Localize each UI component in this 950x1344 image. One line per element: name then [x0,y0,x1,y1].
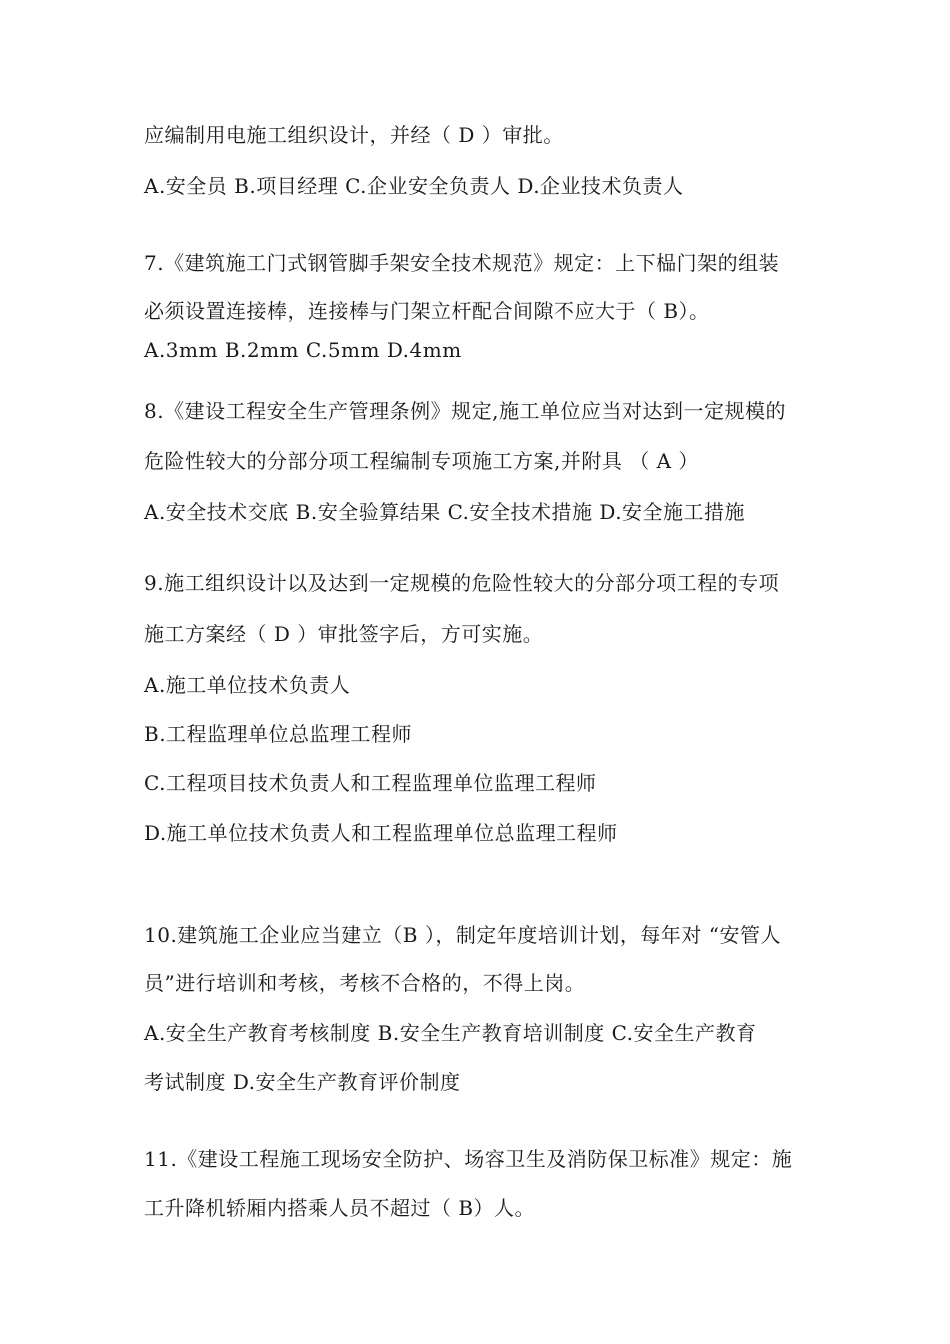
text-line: 工升降机轿厢内搭乘人员不超过（ B）人。 [144,1196,536,1220]
option-a: A.施工单位技术负责人 [144,673,351,697]
question-9-text: 9.施工组织设计以及达到一定规模的危险性较大的分部分项工程的专项 [144,571,780,595]
text-line: 员”进行培训和考核，考核不合格的，不得上岗。 [144,971,586,995]
text-line: 危险性较大的分部分项工程编制专项施工方案,并附具 （ A ） [144,449,699,473]
question-10-options: A.安全生产教育考核制度 B.安全生产教育培训制度 C.安全生产教育 [144,1021,757,1045]
question-8-options: A.安全技术交底 B.安全验算结果 C.安全技术措施 D.安全施工措施 [144,500,746,524]
text-line: 施工方案经（ D ）审批签字后，方可实施。 [144,622,544,646]
question-7-options: A.3mm B.2mm C.5mm D.4mm [144,338,462,362]
question-7-text: 7.《建筑施工门式钢管脚手架安全技术规范》规定：上下榀门架的组装 [144,251,780,275]
option-b: B.工程监理单位总监理工程师 [144,722,413,746]
question-10-text: 10.建筑施工企业应当建立（B ），制定年度培训计划，每年对 “安管人 [144,923,781,947]
option-d: D.施工单位技术负责人和工程监理单位总监理工程师 [144,821,618,845]
text-line: A.安全员 B.项目经理 C.企业安全负责人 D.企业技术负责人 [144,174,684,198]
text-line: 必须设置连接棒，连接棒与门架立杆配合间隙不应大于（ B）。 [144,299,710,323]
text-line: 应编制用电施工组织设计，并经（ D ）审批。 [144,123,564,147]
question-8-text: 8.《建设工程安全生产管理条例》规定,施工单位应当对达到一定规模的 [144,399,786,423]
option-c: C.工程项目技术负责人和工程监理单位监理工程师 [144,771,597,795]
question-11-text: 11.《建设工程施工现场安全防护、场容卫生及消防保卫标准》规定：施 [144,1147,793,1171]
text-line: 考试制度 D.安全生产教育评价制度 [144,1070,461,1094]
